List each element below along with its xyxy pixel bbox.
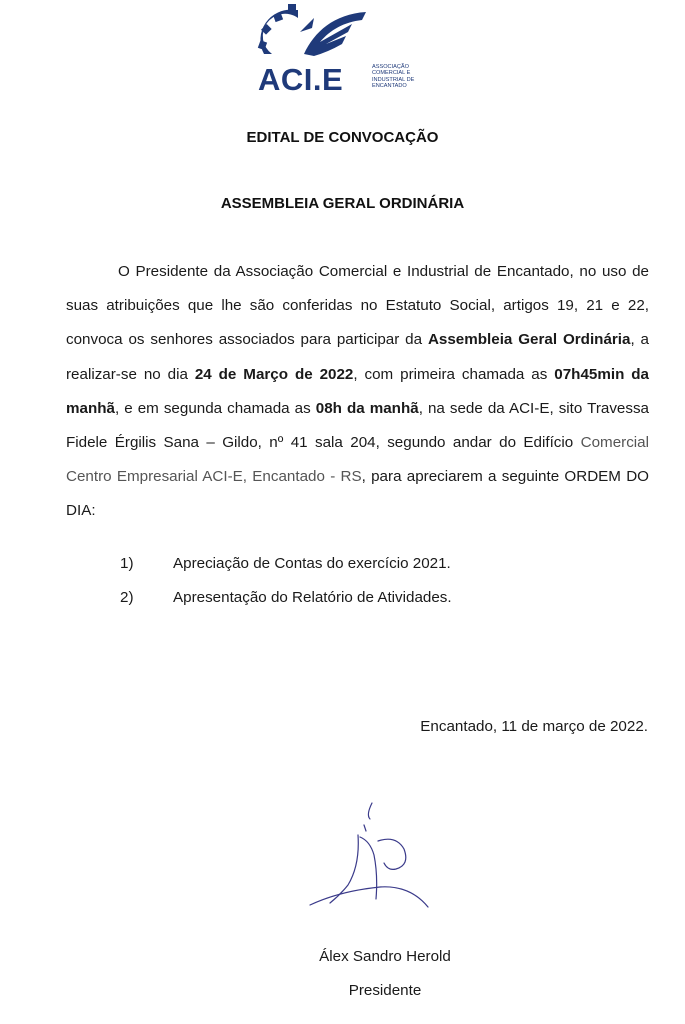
signatory-role: Presidente — [348, 982, 422, 999]
list-item: 2) Apresentação do Relatório de Atividades. — [120, 589, 452, 606]
list-item: 1) Apreciação de Contas do exercício 2021. — [120, 555, 451, 572]
logo-wordmark: ACI.E — [258, 62, 344, 97]
association-logo — [254, 2, 424, 98]
document-heading: EDITAL DE CONVOCAÇÃO — [246, 129, 439, 146]
convocation-paragraph: O Presidente da Associação Comercial e Industrial de Encantado, no uso de suas atribuições que lhe são conferidas no Estatuto Social, artigos 19, 21 e 22, convoca os senhores associados para participar da Assembleia Geral Ordinária, a realizar-se no dia 24 de Março de 2022, com primeira chamada as 07h45min da manhã, e em segunda chamada as 08h da manhã, na sede da ACI-E, sito Travessa Fidele Érgilis Sana – Gildo, nº 41 sala 204, segundo andar do Edifício Comercial Centro Empresarial ACI-E, Encantado - RS, para apreciarem a seguinte ORDEM DO DIA: — [66, 263, 650, 520]
place-date: Encantado, 11 de março de 2022. — [420, 718, 648, 735]
signatory-name: Álex Sandro Herold — [319, 948, 451, 965]
logo-subtitle: ASSOCIAÇÃO COMERCIAL E INDUSTRIAL DE ENCANTADO — [372, 64, 415, 90]
handwritten-signature — [300, 795, 440, 915]
document-subheading: ASSEMBLEIA GERAL ORDINÁRIA — [220, 195, 465, 212]
gear-wing-icon — [254, 2, 424, 64]
